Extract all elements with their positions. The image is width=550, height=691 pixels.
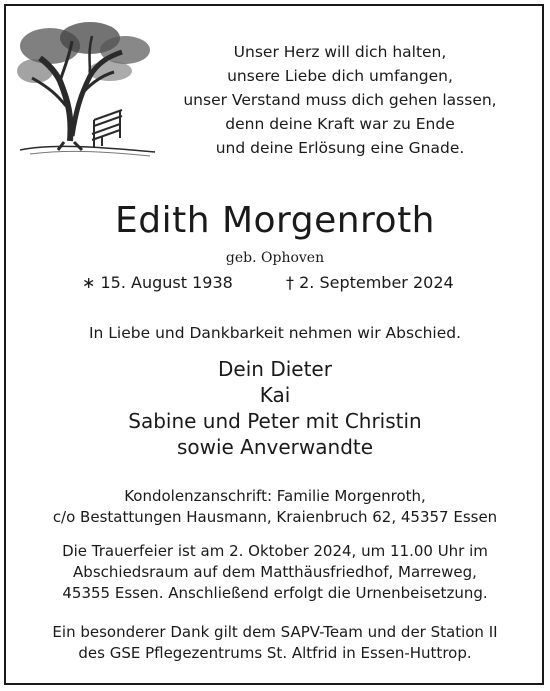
ceremony-line: Abschiedsraum auf dem Matthäusfriedhof, Marreweg,	[73, 563, 477, 581]
family-member: Sabine und Peter mit Christin	[128, 409, 422, 433]
poem-line: und deine Erlösung eine Gnade.	[215, 139, 465, 157]
poem-line: Unser Herz will dich halten,	[233, 43, 447, 61]
ceremony-line: 45355 Essen. Anschließend erfolgt die Urnenbeisetzung.	[62, 584, 488, 602]
condolence-line: c/o Bestattungen Hausmann, Kraienbruch 62, 45357 Essen	[52, 508, 498, 526]
deceased-name: Edith Morgenroth	[114, 200, 435, 241]
thanks-line: Ein besonderer Dank gilt dem SAPV-Team und der Station II	[52, 623, 498, 641]
family-member: Dein Dieter	[218, 357, 332, 381]
thanks-line: des GSE Pflegezentrums St. Altfrid in Essen-Huttrop.	[78, 644, 472, 662]
poem-line: denn deine Kraft war zu Ende	[225, 115, 455, 133]
maiden-name: geb. Ophoven	[225, 250, 325, 266]
tree-with-bench-icon	[10, 16, 160, 166]
poem-line: unser Verstand muss dich gehen lassen,	[183, 91, 497, 109]
farewell-text: In Liebe und Dankbarkeit nehmen wir Abschied.	[88, 324, 462, 342]
thanks-note	[0, 622, 550, 664]
condolence-line: Kondolenzanschrift: Familie Morgenroth,	[124, 487, 426, 505]
family-list	[0, 356, 550, 460]
family-member: sowie Anverwandte	[176, 435, 374, 459]
ceremony-line: Die Trauerfeier ist am 2. Oktober 2024, um 11.00 Uhr im	[62, 542, 488, 560]
condolence-address	[0, 486, 550, 528]
family-member: Kai	[259, 383, 291, 407]
poem	[150, 40, 530, 160]
birth-date: ∗ 15. August 1938	[82, 273, 233, 292]
poem-line: unsere Liebe dich umfangen,	[227, 67, 453, 85]
ceremony-info	[0, 541, 550, 604]
death-date: † 2. September 2024	[286, 273, 454, 292]
